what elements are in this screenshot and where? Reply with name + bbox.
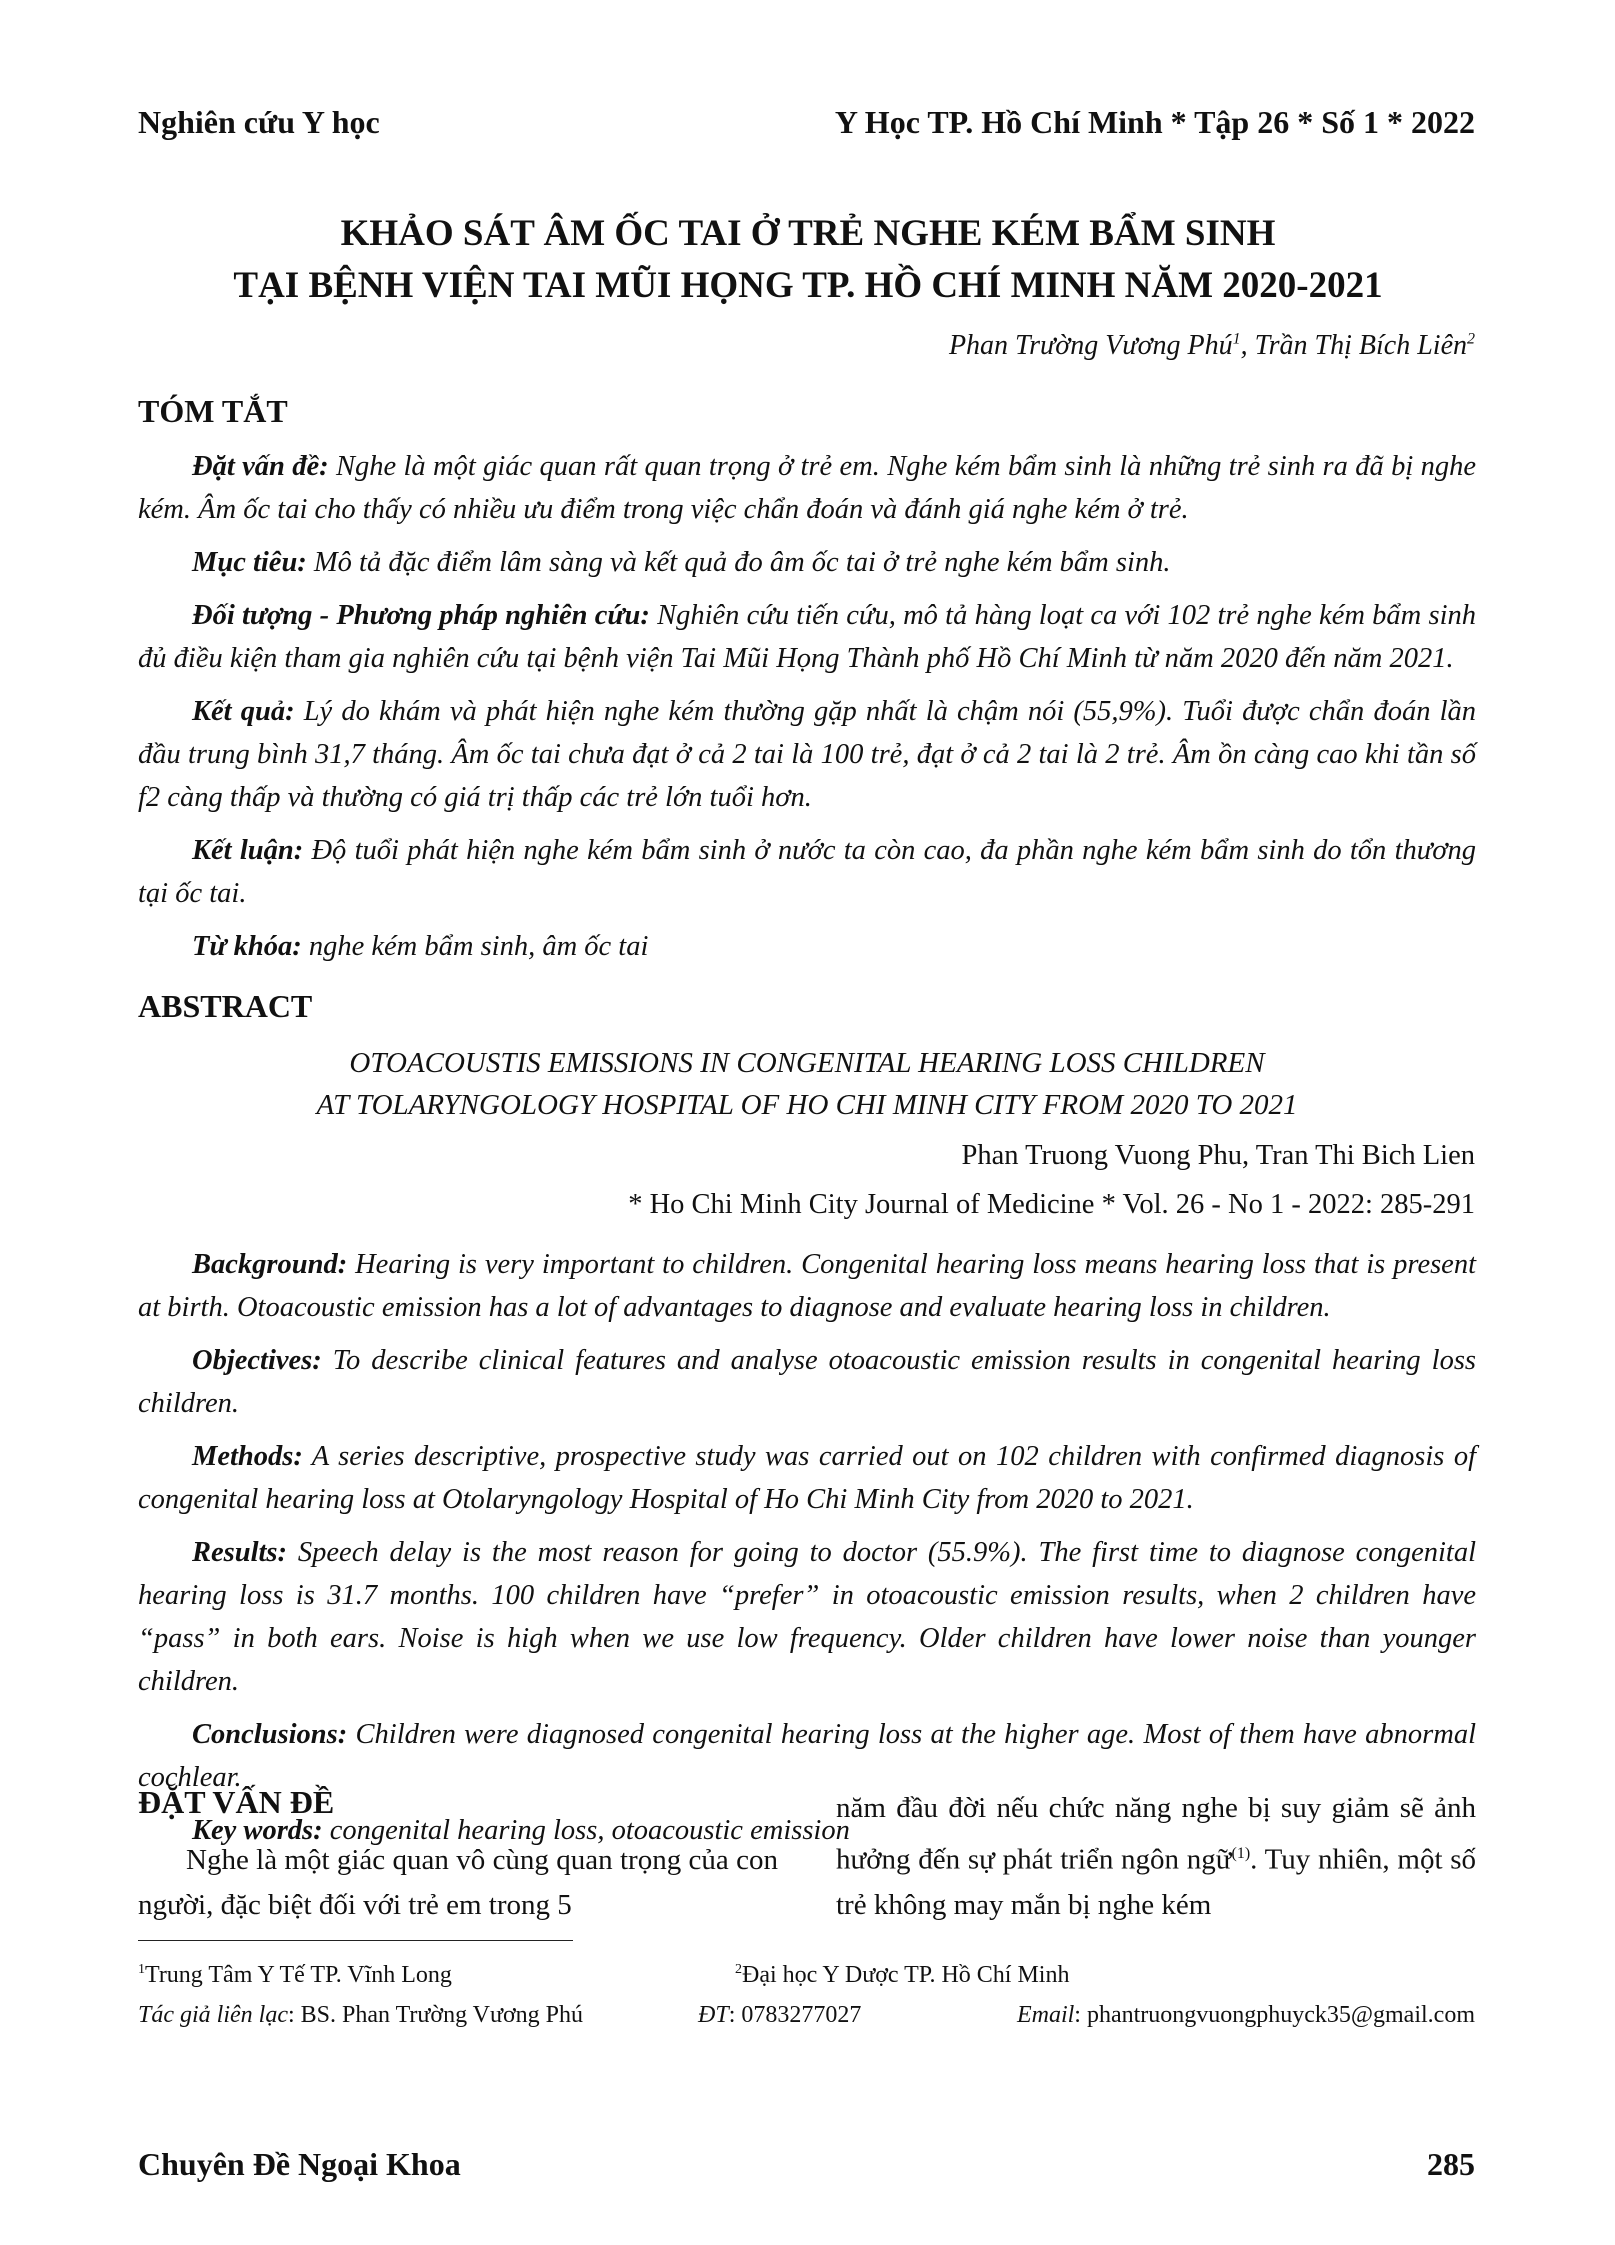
affiliation-2 <box>735 1962 1069 1989</box>
phone-label: ĐT <box>698 2002 729 2028</box>
english-abstract <box>138 1243 1476 1862</box>
en-background-paragraph <box>138 1243 1476 1329</box>
article-title-line2: TẠI BỆNH VIỆN TAI MŨI HỌNG TP. HỒ CHÍ MINH NĂM 2020-2021 <box>233 265 1383 306</box>
footnote-divider <box>138 1940 573 1941</box>
en-results-text: Speech delay is the most reason for going to doctor (55.9%). The first time to diagnose congenital hearing loss is 31.7 months. 100 children have “prefer” in otoacoustic emission results, when 2 children have “pass” in both ears. Noise is high when we use low frequency. Older children have lower noise than younger children. <box>138 1537 1476 1697</box>
vn-methods-label: Đối tượng - Phương pháp nghiên cứu: <box>192 600 650 631</box>
en-keywords-label: Key words: <box>192 1815 323 1846</box>
page-number: 285 <box>1427 2146 1475 2182</box>
affiliation-2-marker: 2 <box>735 1962 742 1977</box>
en-results-label: Results: <box>192 1537 288 1568</box>
en-conclusions-label: Conclusions: <box>192 1719 348 1750</box>
introduction-right-column <box>836 1786 1476 1928</box>
en-methods-label: Methods: <box>192 1441 303 1472</box>
introduction-left-column <box>138 1838 778 1928</box>
vn-results-text: Lý do khám và phát hiện nghe kém thường gặp nhất là chậm nói (55,9%). Tuổi được chẩn đoán lần đầu trung bình 31,7 tháng. Âm ốc tai chưa đạt ở cả 2 tai là 100 trẻ, đạt ở cả 2 tai là 2 trẻ. Âm ồn càng cao khi tần số f2 càng thấp và thường có giá trị thấp các trẻ lớn tuổi hơn. <box>138 696 1476 813</box>
author-1: Phan Trường Vương Phú <box>948 330 1233 361</box>
article-title-line1: KHẢO SÁT ÂM ỐC TAI Ở TRẺ NGHE KÉM BẨM SINH <box>340 213 1276 254</box>
vn-background-label: Đặt vấn đề: <box>192 451 329 482</box>
en-results-paragraph <box>138 1531 1476 1703</box>
author-separator: , <box>1240 330 1255 361</box>
en-objectives-label: Objectives: <box>192 1345 322 1376</box>
email-label: Email <box>1016 2002 1075 2028</box>
vn-summary-heading: TÓM TẮT <box>138 393 288 429</box>
introduction-heading: ĐẶT VẤN ĐỀ <box>138 1784 335 1820</box>
author-2: Trần Thị Bích Liên <box>1254 330 1467 361</box>
vn-results-paragraph <box>138 690 1476 819</box>
journal-issue-header: Y Học TP. Hồ Chí Minh * Tập 26 * Số 1 * 2022 <box>834 104 1475 140</box>
vn-objective-label: Mục tiêu: <box>192 547 307 578</box>
vn-summary <box>138 445 1476 978</box>
author-1-affiliation: 1 <box>1232 330 1241 348</box>
en-conclusions-text: Children were diagnosed congenital hearing loss at the higher age. Most of them have abnormal cochlear. <box>138 1719 1476 1793</box>
corresponding-phone <box>698 2002 861 2029</box>
vn-keywords-label: Từ khóa: <box>192 931 302 962</box>
en-methods-text: A series descriptive, prospective study was carried out on 102 children with confirmed diagnosis of congenital hearing loss at Otolaryngology Hospital of Ho Chi Minh City from 2020 to 2021. <box>138 1441 1476 1515</box>
en-objectives-paragraph <box>138 1339 1476 1425</box>
en-background-text: Hearing is very important to children. Congenital hearing loss means hearing loss that is present at birth. Otoacoustic emission has a lot of advantages to diagnose and evaluate hearing loss in children. <box>138 1249 1476 1323</box>
vn-conclusion-label: Kết luận: <box>192 835 304 866</box>
citation-reference: (1) <box>1231 1845 1251 1862</box>
introduction-right-text-b: . Tuy nhiên, một số trẻ không may mắn bị nghe kém <box>836 1843 1477 1921</box>
contact-name: : BS. Phan Trường Vương Phú <box>287 2002 584 2028</box>
english-authors: Phan Truong Vuong Phu, Tran Thi Bich Lien <box>961 1140 1475 1171</box>
en-keywords-text: congenital hearing loss, otoacoustic emission <box>322 1815 850 1846</box>
email-address: : phantruongvuongphuyck35@gmail.com <box>1074 2002 1475 2028</box>
affiliation-2-text: Đại học Y Dược TP. Hồ Chí Minh <box>742 1962 1070 1988</box>
author-list <box>949 330 1475 362</box>
affiliation-1-text: Trung Tâm Y Tế TP. Vĩnh Long <box>145 1962 452 1988</box>
author-2-affiliation: 2 <box>1467 330 1475 348</box>
vn-conclusion-text: Độ tuổi phát hiện nghe kém bẩm sinh ở nước ta còn cao, đa phần nghe kém bẩm sinh do tổn thương tại ốc tai. <box>138 835 1476 909</box>
english-title-line1: OTOACOUSTIS EMISSIONS IN CONGENITAL HEARING LOSS CHILDREN <box>349 1047 1265 1079</box>
vn-conclusion-paragraph <box>138 829 1476 915</box>
article-title <box>138 208 1478 312</box>
vn-methods-text: Nghiên cứu tiến cứu, mô tả hàng loạt ca với 102 trẻ nghe kém bẩm sinh đủ điều kiện tham gia nghiên cứu tại bệnh viện Tai Mũi Họng Thành phố Hồ Chí Minh từ năm 2020 đến năm 2021. <box>138 600 1476 674</box>
contact-label: Tác giả liên lạc <box>138 2002 288 2028</box>
introduction-left-text: Nghe là một giác quan vô cùng quan trọng của con người, đặc biệt đối với trẻ em trong 5 <box>138 1844 778 1921</box>
affiliation-1-marker: 1 <box>138 1962 145 1977</box>
en-methods-paragraph <box>138 1435 1476 1521</box>
english-title <box>138 1042 1476 1126</box>
vn-results-label: Kết quả: <box>192 696 295 727</box>
journal-footer-title: Chuyên Đề Ngoại Khoa <box>138 2146 461 2182</box>
vn-background-paragraph <box>138 445 1476 531</box>
phone-number: : 0783277027 <box>728 2002 862 2028</box>
vn-keywords-text: nghe kém bẩm sinh, âm ốc tai <box>301 931 649 962</box>
vn-objective-text: Mô tả đặc điểm lâm sàng và kết quả đo âm ốc tai ở trẻ nghe kém bẩm sinh. <box>306 547 1171 578</box>
introduction-right-paragraph <box>836 1786 1476 1928</box>
affiliation-1 <box>138 1962 452 1989</box>
vn-methods-paragraph <box>138 594 1476 680</box>
en-objectives-text: To describe clinical features and analyse otoacoustic emission results in congenital hearing loss children. <box>138 1345 1476 1419</box>
en-background-label: Background: <box>192 1249 348 1280</box>
vn-keywords-paragraph <box>138 925 1476 968</box>
corresponding-email <box>1017 2002 1475 2029</box>
corresponding-author <box>138 2002 583 2029</box>
vn-background-text: Nghe là một giác quan rất quan trọng ở trẻ em. Nghe kém bẩm sinh là những trẻ sinh ra đã bị nghe kém. Âm ốc tai cho thấy có nhiều ưu điểm trong việc chẩn đoán và đánh giá nghe kém ở trẻ. <box>138 451 1477 525</box>
vn-objective-paragraph <box>138 541 1476 584</box>
journal-citation: * Ho Chi Minh City Journal of Medicine * Vol. 26 - No 1 - 2022: 285-291 <box>628 1189 1475 1220</box>
journal-section-header: Nghiên cứu Y học <box>138 104 380 140</box>
abstract-heading: ABSTRACT <box>138 988 313 1024</box>
english-title-line2: AT TOLARYNGOLOGY HOSPITAL OF HO CHI MINH CITY FROM 2020 TO 2021 <box>316 1089 1298 1121</box>
introduction-right-text-a: năm đầu đời nếu chức năng nghe bị suy giảm sẽ ảnh hưởng đến sự phát triển ngôn ngữ <box>836 1792 1476 1876</box>
